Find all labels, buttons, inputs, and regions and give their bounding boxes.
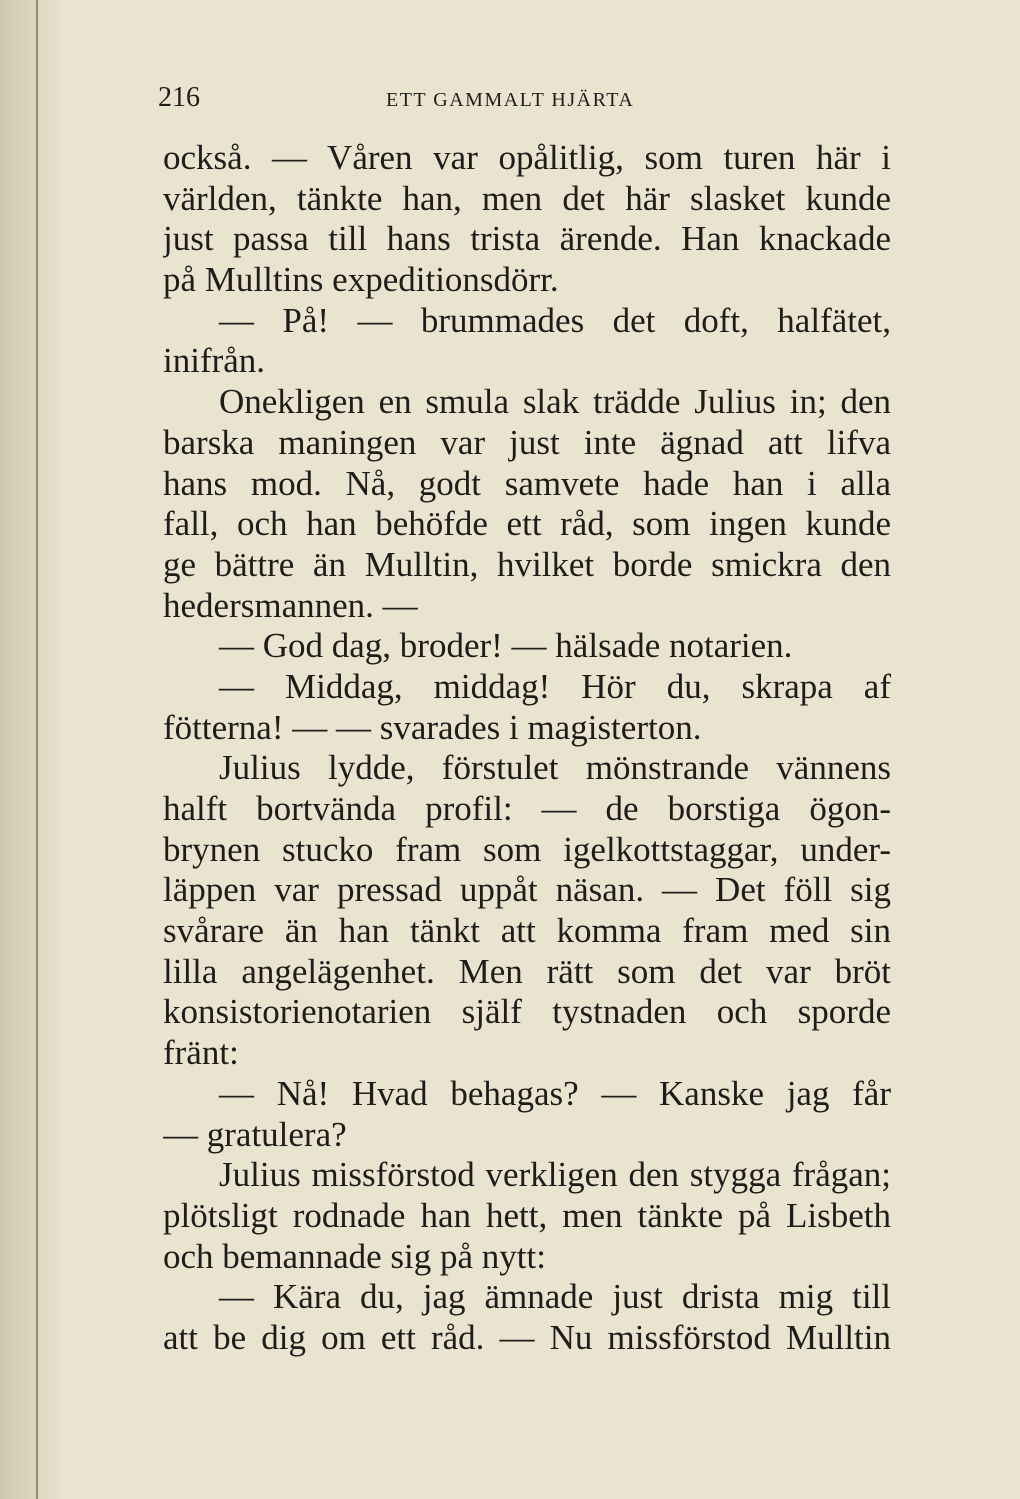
text-line: — Kära du, jag ämnade just drista mig till: [219, 1277, 891, 1317]
running-head: ETT GAMMALT HJÄRTA: [386, 89, 635, 111]
text-line: — God dag, broder! — hälsade notarien.: [219, 626, 793, 666]
text-line: halft bortvända profil: — de borstiga ögon-: [163, 789, 891, 828]
text-line: svårare än han tänkt att komma fram med sin: [163, 911, 891, 951]
page-header: [158, 80, 894, 116]
text-line: också. — Våren var opålitlig, som turen här i: [163, 138, 891, 177]
text-line: Julius lydde, förstulet mönstrande vännens: [219, 748, 891, 788]
text-line: — Middag, middag! Hör du, skrapa af: [219, 666, 891, 706]
text-line: hedersmannen. —: [163, 585, 418, 625]
text-line: plötsligt rodnade han hett, men tänkte på Lisbeth: [163, 1195, 891, 1235]
text-line: ge bättre än Mulltin, hvilket borde smickra den: [163, 544, 891, 584]
text-line: just passa till hans trista ärende. Han knackade: [163, 219, 891, 259]
text-line: läppen var pressad uppåt näsan. — Det föll sig: [163, 870, 891, 910]
text-line: barska maningen var just inte ägnad att lifva: [163, 422, 891, 462]
body-text: [163, 138, 891, 1359]
text-line: — Nå! Hvad behagas? — Kanske jag får: [219, 1073, 891, 1113]
text-line: — gratulera?: [163, 1114, 347, 1154]
text-line: världen, tänkte han, men det här slasket kunde: [163, 178, 891, 218]
text-line: fötterna! — — svarades i magisterton.: [163, 707, 702, 747]
binding-edge: [36, 0, 38, 1499]
text-line: att be dig om ett råd. — Nu missförstod Mulltin: [163, 1317, 891, 1357]
text-line: hans mod. Nå, godt samvete hade han i alla: [163, 463, 891, 503]
page-gutter: [0, 0, 62, 1499]
text-line: på Mulltins expeditionsdörr.: [163, 260, 559, 300]
text-line: och bemannade sig på nytt:: [163, 1236, 546, 1276]
text-line: Julius missförstod verkligen den stygga frågan;: [219, 1155, 891, 1195]
text-line: Onekligen en smula slak trädde Julius in; den: [219, 382, 891, 422]
text-line: inifrån.: [163, 341, 266, 381]
text-line: — På! — brummades det doft, halfätet,: [219, 300, 891, 340]
text-line: fall, och han behöfde ett råd, som ingen kunde: [163, 504, 891, 544]
text-line: konsistorienotarien själf tystnaden och sporde: [163, 992, 891, 1032]
page-number: 216: [158, 82, 200, 113]
text-line: fränt:: [163, 1033, 239, 1073]
text-line: brynen stucko fram som igelkottstaggar, under-: [163, 829, 891, 869]
text-line: lilla angelägenhet. Men rätt som det var bröt: [163, 951, 891, 991]
